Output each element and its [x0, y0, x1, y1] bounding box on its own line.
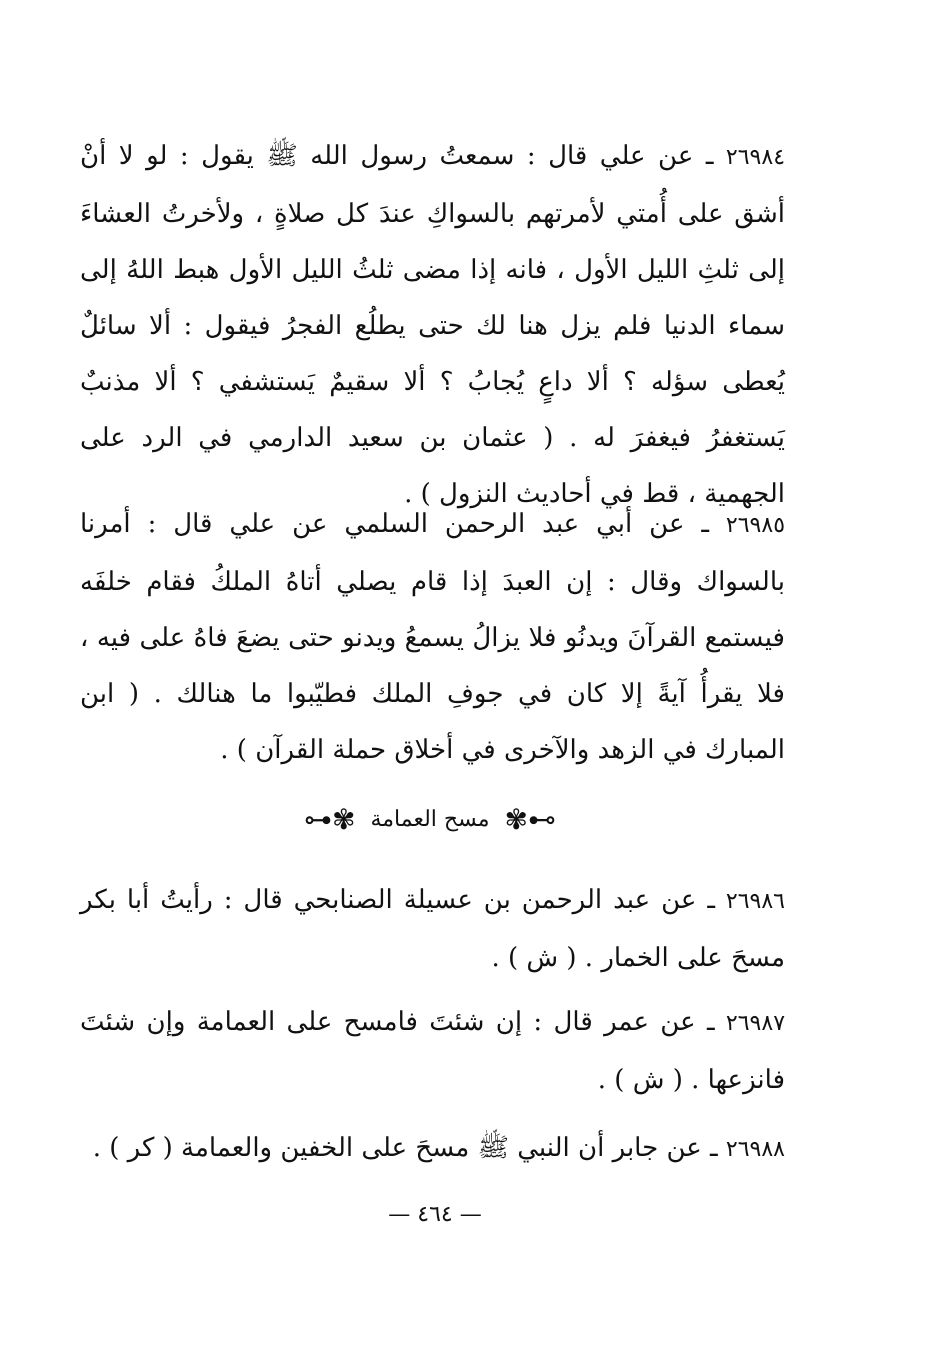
hadith-text: ـ عن أبي عبد الرحمن السلمي عن علي قال : أمرنا بالسواك وقال : إن العبدَ إذا قام يصلي أتاهُ الملكُ فقام خلفَه فيستمع القرآنَ ويدنُو فلا يزالُ يسمعُ ويدنو حتى يضعَ فاهُ على فيه ، فلا يقرأُ آيةً إلا كان في جوفِ الملك فطيّبوا ما هنالك . ( ابن المبارك في الزهد والآخرى في أخلاق حملة القرآن ) .: [80, 509, 785, 765]
page-number: — ٤٦٤ —: [388, 1202, 482, 1227]
hadith-26984: [80, 128, 785, 522]
hadith-26988: [80, 1120, 785, 1178]
hadith-text: ـ عن جابر أن النبي ﷺ مسحَ على الخفين والعمامة ( كر ) .: [92, 1133, 718, 1163]
hadith-text: ـ عن علي قال : سمعتُ رسول الله ﷺ يقول : لو لا أنْ أشق على أُمتي لأمرتهم بالسواكِ عندَ كل صلاةٍ ، ولأخرتُ العشاءَ إلى ثلثِ الليل الأول ، فانه إذا مضى ثلثُ الليل الأول هبط اللهُ إلى سماء الدنيا فلم يزل هنا لك حتى يطلُع الفجرُ فيقول : ألا سائلٌ يُعطى سؤله ؟ ألا داعٍ يُجابُ ؟ ألا سقيمٌ يَستشفي ؟ ألا مذنبٌ يَستغفرُ فيغفرَ له . ( عثمان بن سعيد الدارمي في الرد على الجهمية ، قط في أحاديث النزول ) .: [80, 141, 785, 509]
hadith-number: ٢٦٩٨٧: [725, 1011, 786, 1036]
ornament-right-icon: ⊶✾: [504, 803, 556, 836]
hadith-text: ـ عن عبد الرحمن بن عسيلة الصنابحي قال : رأيتُ أبا بكر مسحَ على الخمار . ( ش ) .: [80, 885, 785, 973]
hadith-number: ٢٦٩٨٦: [725, 889, 785, 914]
hadith-text: ـ عن عمر قال : إن شئتَ فامسح على العمامة وإن شئتَ فانزعها . ( ش ) .: [80, 1007, 785, 1095]
ornament-left-icon: ✾⊷: [304, 803, 356, 836]
hadith-26985: [80, 496, 785, 778]
hadith-26986: [80, 872, 785, 986]
section-heading: [300, 800, 560, 840]
section-heading-text: مسح العمامة: [370, 807, 490, 832]
hadith-26987: [80, 994, 785, 1108]
hadith-number: ٢٦٩٨٨: [725, 1137, 785, 1162]
hadith-number: ٢٦٩٨٥: [725, 513, 786, 538]
hadith-number: ٢٦٩٨٤: [725, 145, 786, 170]
